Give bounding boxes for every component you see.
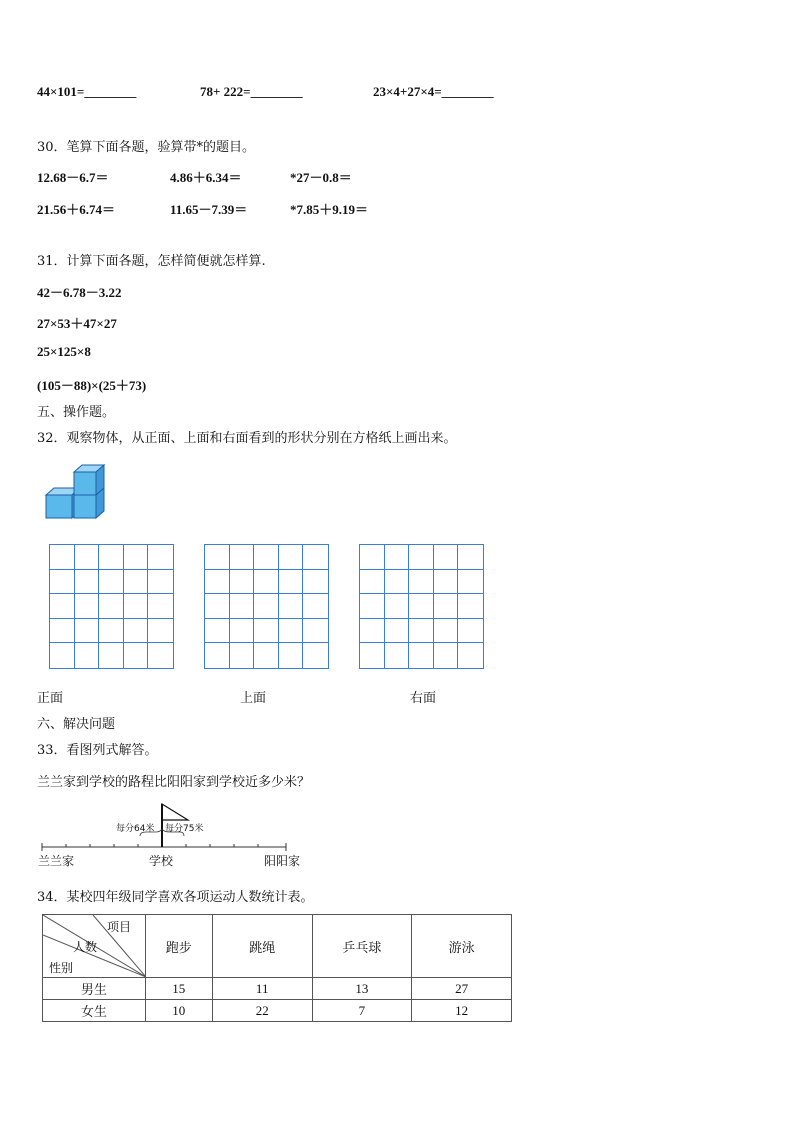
table-cell: 13 — [312, 978, 412, 1000]
corner-label-gender: 性别 — [49, 961, 74, 975]
q30-item-1: 12.68－6.7＝ — [37, 170, 109, 185]
table-header-row — [43, 915, 512, 978]
q31-item-1: 42－6.78－3.22 — [37, 285, 122, 300]
q33-question: 兰兰家到学校的路程比阳阳家到学校近多少米？ — [37, 775, 311, 790]
expr-23x4-27x4: 23×4+27×4=________ — [373, 84, 494, 99]
row-label: 男生 — [43, 978, 146, 1000]
corner-label-count: 人数 — [73, 940, 98, 954]
table-cell: 10 — [145, 1000, 212, 1022]
cube-top-face — [46, 488, 74, 495]
label-top: 上面 — [240, 691, 267, 706]
place-lanlan-home: 兰兰家 — [38, 854, 75, 868]
section-5-heading: 五、操作题。 — [37, 405, 116, 420]
q31-item-2: 27×53＋47×27 — [37, 316, 117, 331]
q33-title: 33．看图列式解答。 — [37, 743, 158, 758]
cube-front-face — [46, 495, 72, 518]
table-cell: 7 — [312, 1000, 412, 1022]
q31-item-3: 25×125×8 — [37, 344, 91, 359]
q30-title: 30．笔算下面各题，验算带*的题目。 — [37, 140, 256, 155]
table-cell: 15 — [145, 978, 212, 1000]
q30-item-4: 21.56＋6.74＝ — [37, 202, 116, 217]
place-school: 学校 — [149, 854, 174, 868]
q31-item-4: (105－88)×(25＋73) — [37, 378, 147, 393]
sports-stats-table — [42, 914, 512, 1022]
q32-title: 32．观察物体，从正面、上面和右面看到的形状分别在方格纸上画出来。 — [37, 431, 457, 446]
table-row — [43, 978, 512, 1000]
school-flag — [162, 804, 188, 820]
speed-right-label: 每分75米 — [165, 824, 204, 834]
cube-stack-figure — [44, 464, 108, 526]
speed-left-label: 每分64米 — [116, 824, 155, 834]
label-right: 右面 — [410, 691, 437, 706]
table-cell: 22 — [212, 1000, 312, 1022]
grid-top-view[interactable] — [204, 544, 329, 669]
row-label: 女生 — [43, 1000, 146, 1022]
section-6-heading: 六、解决问题 — [37, 717, 116, 732]
grid-right-view[interactable] — [359, 544, 484, 669]
cube-front-face — [74, 472, 96, 495]
place-yangyang-home: 阳阳家 — [264, 854, 301, 868]
q30-item-5: 11.65－7.39＝ — [170, 202, 248, 217]
table-cell: 11 — [212, 978, 312, 1000]
q31-title: 31．计算下面各题，怎样简便就怎样算. — [37, 254, 266, 269]
cube-front-face — [74, 495, 96, 518]
q34-title: 34．某校四年级同学喜欢各项运动人数统计表。 — [37, 890, 314, 905]
q30-item-2: 4.86＋6.34＝ — [170, 170, 242, 185]
column-header: 乒乓球 — [312, 915, 412, 978]
corner-label-item: 项目 — [107, 920, 132, 934]
table-cell: 27 — [412, 978, 512, 1000]
expr-44x101: 44×101=________ — [37, 84, 137, 99]
column-header: 跳绳 — [212, 915, 312, 978]
grid-front-view[interactable] — [49, 544, 174, 669]
q30-item-3: *27－0.8＝ — [290, 170, 352, 185]
table-corner-cell — [43, 915, 146, 978]
q30-item-6: *7.85＋9.19＝ — [290, 202, 369, 217]
table-cell: 12 — [412, 1000, 512, 1022]
table-row — [43, 1000, 512, 1022]
expr-78-plus-222: 78+ 222=________ — [200, 84, 303, 99]
column-header: 跑步 — [145, 915, 212, 978]
column-header: 游泳 — [412, 915, 512, 978]
label-front: 正面 — [37, 691, 64, 706]
